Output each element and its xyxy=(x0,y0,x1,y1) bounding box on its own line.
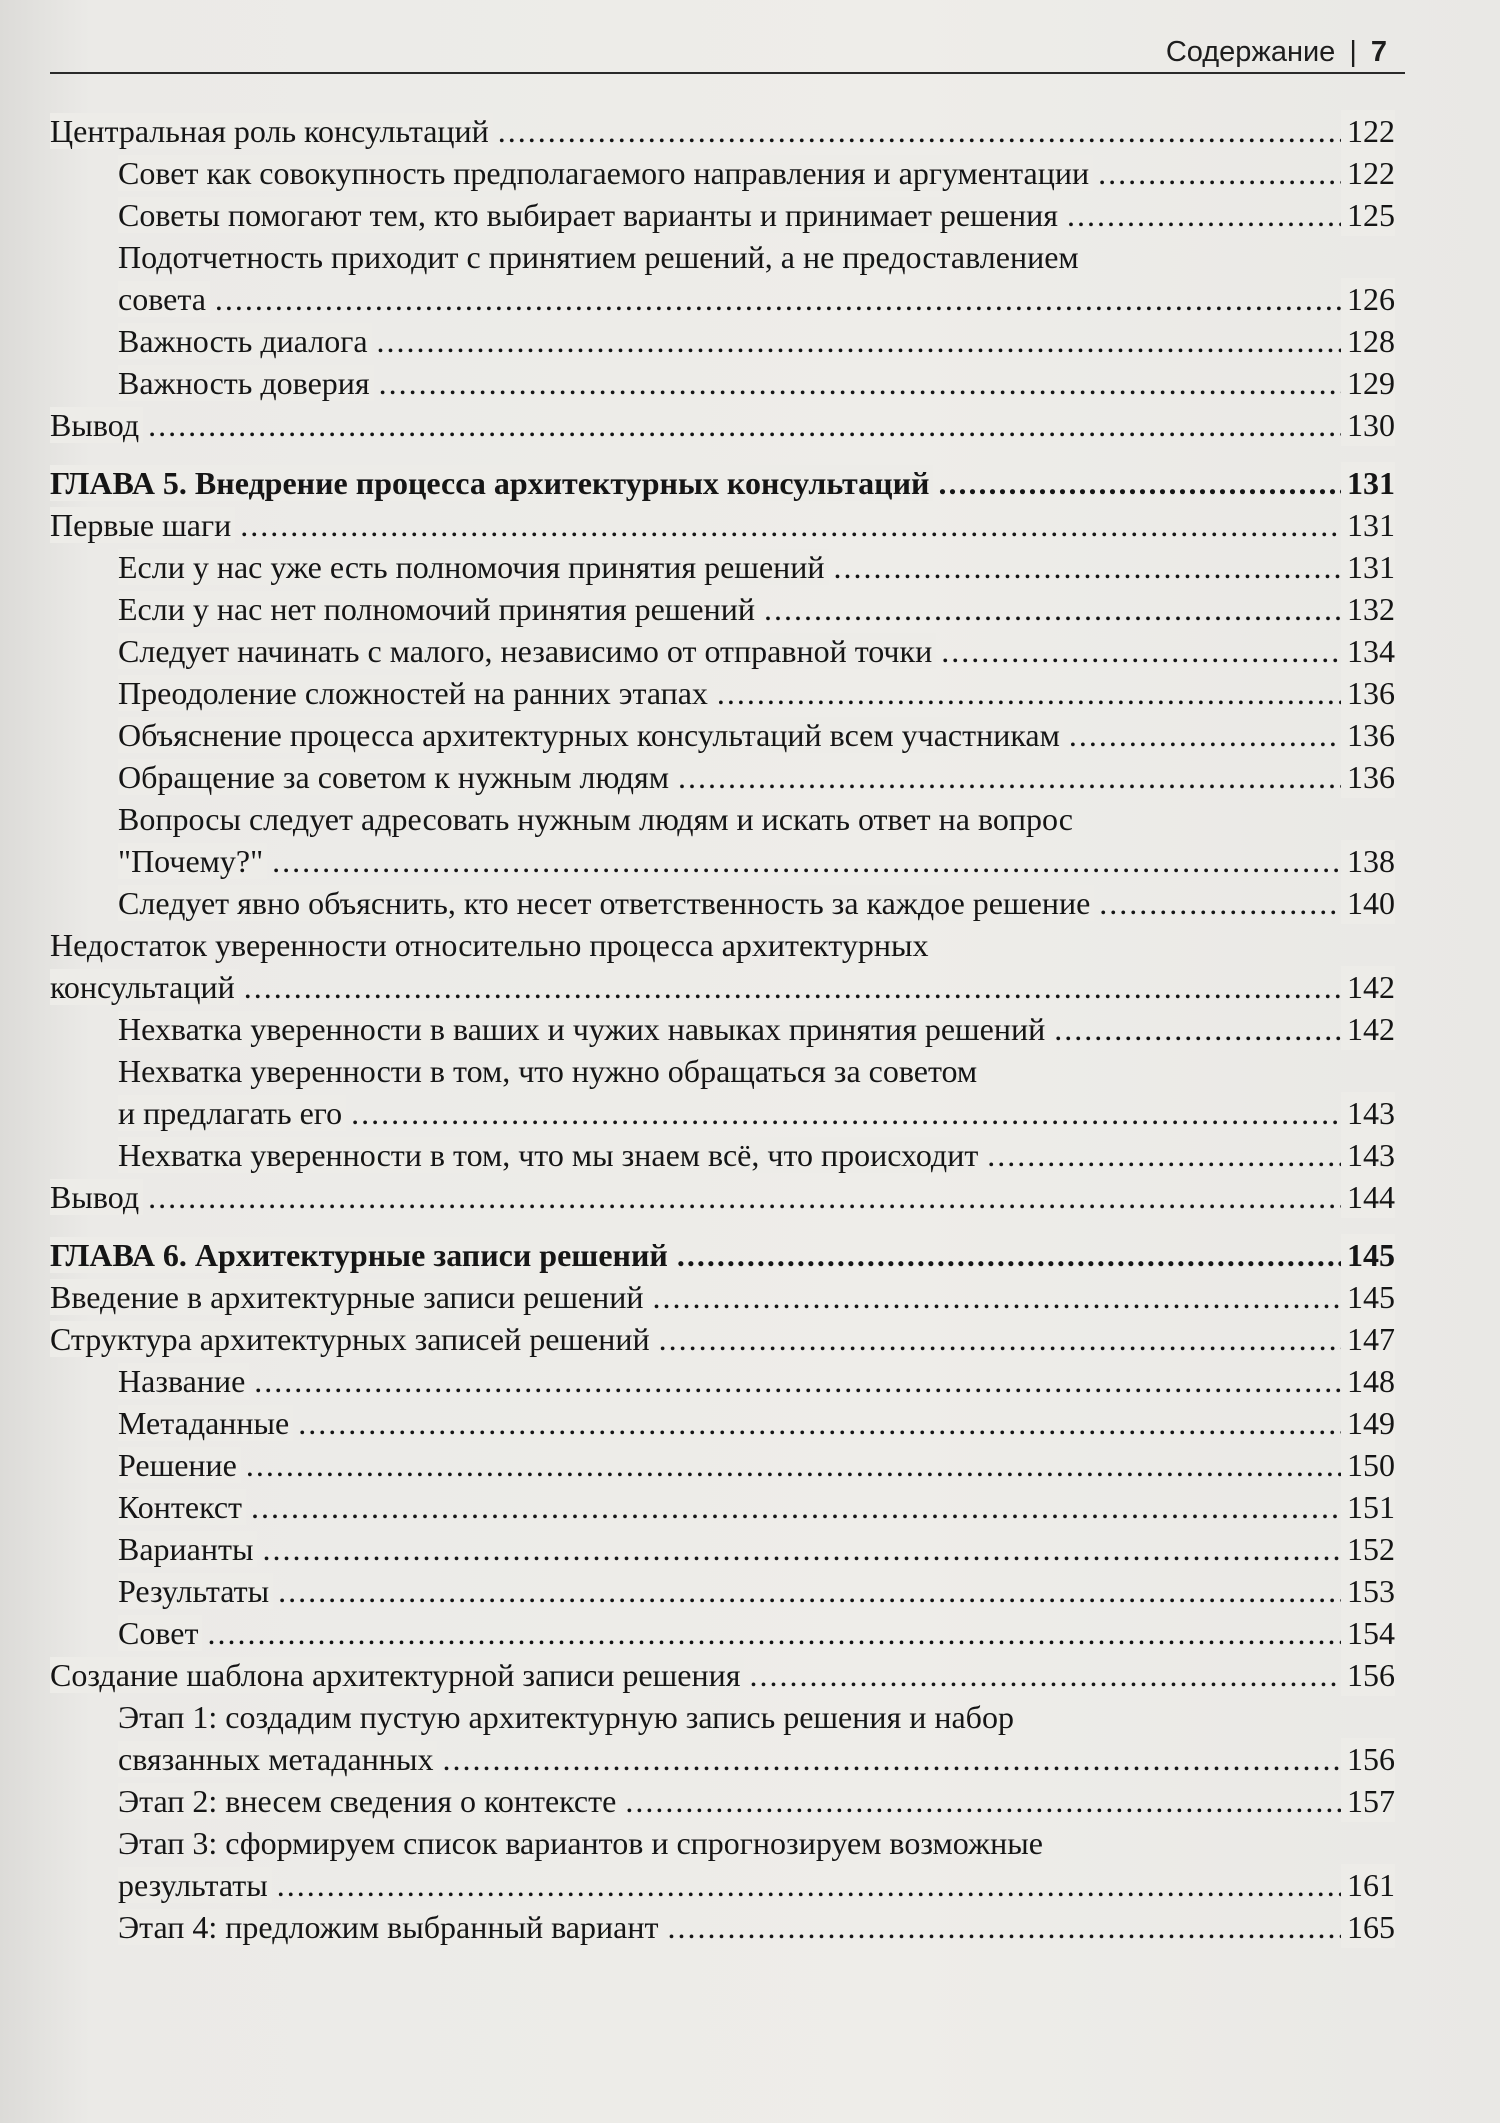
entry-title: Структура архитектурных записей решений xyxy=(50,1321,654,1357)
toc-entry xyxy=(118,1528,1395,1570)
entry-title: Этап 2: внесем сведения о контексте xyxy=(118,1783,620,1819)
entry-title: Этап 3: сформируем список вариантов и спрогнозируем возможные xyxy=(118,1825,1043,1861)
dot-leader xyxy=(50,966,1395,1008)
entry-page: 145 xyxy=(1341,1276,1395,1318)
toc-entry xyxy=(118,1570,1395,1612)
header-separator: | xyxy=(1349,36,1357,68)
toc-entry xyxy=(118,362,1395,404)
toc-entry xyxy=(118,840,1395,882)
entry-page: 161 xyxy=(1341,1864,1395,1906)
entry-title: ГЛАВА 6. Архитектурные записи решений xyxy=(50,1237,672,1273)
entry-page: 125 xyxy=(1341,194,1395,236)
table-of-contents xyxy=(50,110,1395,1948)
dot-leader xyxy=(118,1402,1395,1444)
entry-page: 138 xyxy=(1341,840,1395,882)
entry-page: 128 xyxy=(1341,320,1395,362)
toc-entry xyxy=(118,714,1395,756)
toc-entry xyxy=(118,756,1395,798)
toc-entry xyxy=(118,1360,1395,1402)
entry-page: 165 xyxy=(1341,1906,1395,1948)
entry-page: 143 xyxy=(1341,1134,1395,1176)
entry-page: 122 xyxy=(1341,152,1395,194)
toc-entry xyxy=(50,966,1395,1008)
entry-page: 149 xyxy=(1341,1402,1395,1444)
entry-title: Решение xyxy=(118,1447,241,1483)
dot-leader xyxy=(118,1134,1395,1176)
dot-leader xyxy=(118,1528,1395,1570)
toc-entry xyxy=(118,1486,1395,1528)
dot-leader xyxy=(118,1092,1395,1134)
dot-leader xyxy=(118,1906,1395,1948)
entry-page: 154 xyxy=(1341,1612,1395,1654)
entry-page: 131 xyxy=(1341,462,1395,504)
toc-entry xyxy=(118,546,1395,588)
entry-title: Введение в архитектурные записи решений xyxy=(50,1279,648,1315)
entry-title: Этап 1: создадим пустую архитектурную запись решения и набор xyxy=(118,1699,1014,1735)
toc-entry xyxy=(118,152,1395,194)
entry-page: 136 xyxy=(1341,714,1395,756)
entry-title: Преодоление сложностей на ранних этапах xyxy=(118,675,712,711)
entry-title: Метаданные xyxy=(118,1405,293,1441)
dot-leader xyxy=(118,840,1395,882)
entry-page: 151 xyxy=(1341,1486,1395,1528)
dot-leader xyxy=(50,404,1395,446)
dot-leader xyxy=(118,152,1395,194)
entry-title: Совет xyxy=(118,1615,202,1651)
entry-page: 129 xyxy=(1341,362,1395,404)
entry-page: 156 xyxy=(1341,1738,1395,1780)
dot-leader xyxy=(118,1486,1395,1528)
entry-title: Если у нас уже есть полномочия принятия решений xyxy=(118,549,829,585)
entry-title: связанных метаданных xyxy=(118,1741,437,1777)
dot-leader xyxy=(50,1318,1395,1360)
toc-entry xyxy=(118,1738,1395,1780)
entry-page: 142 xyxy=(1341,966,1395,1008)
dot-leader xyxy=(118,1008,1395,1050)
entry-title: результаты xyxy=(118,1867,272,1903)
entry-page: 132 xyxy=(1341,588,1395,630)
entry-title: Контекст xyxy=(118,1489,246,1525)
toc-entry xyxy=(118,236,1395,278)
entry-page: 122 xyxy=(1341,110,1395,152)
entry-page: 148 xyxy=(1341,1360,1395,1402)
entry-title: Центральная роль консультаций xyxy=(50,113,493,149)
entry-title: Этап 4: предложим выбранный вариант xyxy=(118,1909,662,1945)
dot-leader xyxy=(118,320,1395,362)
toc-entry xyxy=(50,924,1395,966)
page-number: 7 xyxy=(1370,36,1387,68)
toc-entry xyxy=(118,882,1395,924)
dot-leader xyxy=(50,462,1395,504)
entry-page: 134 xyxy=(1341,630,1395,672)
toc-entry xyxy=(118,1612,1395,1654)
entry-page: 131 xyxy=(1341,546,1395,588)
dot-leader xyxy=(118,1444,1395,1486)
entry-title: и предлагать его xyxy=(118,1095,346,1131)
entry-page: 130 xyxy=(1341,404,1395,446)
entry-title: Название xyxy=(118,1363,249,1399)
dot-leader xyxy=(50,1176,1395,1218)
entry-page: 136 xyxy=(1341,756,1395,798)
entry-title: Нехватка уверенности в ваших и чужих навыках принятия решений xyxy=(118,1011,1049,1047)
dot-leader xyxy=(50,1276,1395,1318)
toc-entry xyxy=(50,1176,1395,1218)
dot-leader xyxy=(50,504,1395,546)
dot-leader xyxy=(118,714,1395,756)
entry-title: Нехватка уверенности в том, что нужно обращаться за советом xyxy=(118,1053,978,1089)
entry-page: 143 xyxy=(1341,1092,1395,1134)
toc-entry xyxy=(118,672,1395,714)
dot-leader xyxy=(118,362,1395,404)
dot-leader xyxy=(50,110,1395,152)
entry-page: 145 xyxy=(1341,1234,1395,1276)
entry-title: Важность доверия xyxy=(118,365,374,401)
entry-title: Недостаток уверенности относительно процесса архитектурных xyxy=(50,927,929,963)
section-title: Содержание xyxy=(1165,36,1336,68)
entry-title: Результаты xyxy=(118,1573,273,1609)
entry-page: 156 xyxy=(1341,1654,1395,1696)
entry-page: 147 xyxy=(1341,1318,1395,1360)
toc-entry xyxy=(50,404,1395,446)
entry-page: 152 xyxy=(1341,1528,1395,1570)
entry-title: Обращение за советом к нужным людям xyxy=(118,759,673,795)
entry-page: 140 xyxy=(1341,882,1395,924)
entry-page: 142 xyxy=(1341,1008,1395,1050)
dot-leader xyxy=(118,1864,1395,1906)
entry-title: консультаций xyxy=(50,969,239,1005)
entry-title: Следует явно объяснить, кто несет ответственность за каждое решение xyxy=(118,885,1094,921)
dot-leader xyxy=(50,1654,1395,1696)
dot-leader xyxy=(118,546,1395,588)
chapter-entry xyxy=(50,1234,1395,1276)
entry-title: Варианты xyxy=(118,1531,257,1567)
toc-entry xyxy=(118,798,1395,840)
toc-entry xyxy=(118,588,1395,630)
entry-title: Объяснение процесса архитектурных консультаций всем участникам xyxy=(118,717,1064,753)
toc-entry xyxy=(118,630,1395,672)
entry-title: Подотчетность приходит с принятием решений, а не предоставлением xyxy=(118,239,1079,275)
entry-page: 144 xyxy=(1341,1176,1395,1218)
entry-title: "Почему?" xyxy=(118,843,267,879)
entry-title: ГЛАВА 5. Внедрение процесса архитектурных консультаций xyxy=(50,465,933,501)
toc-entry xyxy=(118,1134,1395,1176)
entry-page: 126 xyxy=(1341,278,1395,320)
entry-title: Вывод xyxy=(50,407,143,443)
toc-entry xyxy=(50,1318,1395,1360)
dot-leader xyxy=(118,756,1395,798)
entry-page: 157 xyxy=(1341,1780,1395,1822)
entry-title: Совет как совокупность предполагаемого направления и аргументации xyxy=(118,155,1093,191)
toc-entry xyxy=(118,278,1395,320)
toc-entry xyxy=(50,110,1395,152)
entry-title: Первые шаги xyxy=(50,507,235,543)
toc-entry xyxy=(118,1864,1395,1906)
entry-title: Вопросы следует адресовать нужным людям и искать ответ на вопрос xyxy=(118,801,1073,837)
entry-page: 136 xyxy=(1341,672,1395,714)
dot-leader xyxy=(118,1780,1395,1822)
toc-entry xyxy=(118,1696,1395,1738)
running-header xyxy=(50,28,1405,74)
toc-entry xyxy=(118,1822,1395,1864)
dot-leader xyxy=(118,278,1395,320)
entry-page: 131 xyxy=(1341,504,1395,546)
dot-leader xyxy=(118,1612,1395,1654)
entry-title: Важность диалога xyxy=(118,323,372,359)
toc-entry xyxy=(118,1906,1395,1948)
dot-leader xyxy=(118,1738,1395,1780)
entry-title: Советы помогают тем, кто выбирает варианты и принимает решения xyxy=(118,197,1062,233)
entry-title: Создание шаблона архитектурной записи решения xyxy=(50,1657,744,1693)
toc-entry xyxy=(50,1276,1395,1318)
entry-title: Вывод xyxy=(50,1179,143,1215)
toc-entry xyxy=(118,1780,1395,1822)
chapter-entry xyxy=(50,462,1395,504)
dot-leader xyxy=(118,672,1395,714)
toc-entry xyxy=(118,194,1395,236)
dot-leader xyxy=(118,588,1395,630)
toc-entry xyxy=(118,1092,1395,1134)
dot-leader xyxy=(50,1234,1395,1276)
entry-title: Если у нас нет полномочий принятия решений xyxy=(118,591,759,627)
entry-title: Нехватка уверенности в том, что мы знаем всё, что происходит xyxy=(118,1137,982,1173)
toc-entry xyxy=(118,320,1395,362)
dot-leader xyxy=(118,882,1395,924)
entry-title: совета xyxy=(118,281,210,317)
toc-entry xyxy=(118,1008,1395,1050)
toc-entry xyxy=(50,1654,1395,1696)
dot-leader xyxy=(118,1570,1395,1612)
dot-leader xyxy=(118,194,1395,236)
entry-title: Следует начинать с малого, независимо от отправной точки xyxy=(118,633,936,669)
entry-page: 153 xyxy=(1341,1570,1395,1612)
toc-entry xyxy=(118,1402,1395,1444)
toc-entry xyxy=(118,1050,1395,1092)
entry-page: 150 xyxy=(1341,1444,1395,1486)
dot-leader xyxy=(118,630,1395,672)
toc-entry xyxy=(50,504,1395,546)
dot-leader xyxy=(118,1360,1395,1402)
toc-entry xyxy=(118,1444,1395,1486)
